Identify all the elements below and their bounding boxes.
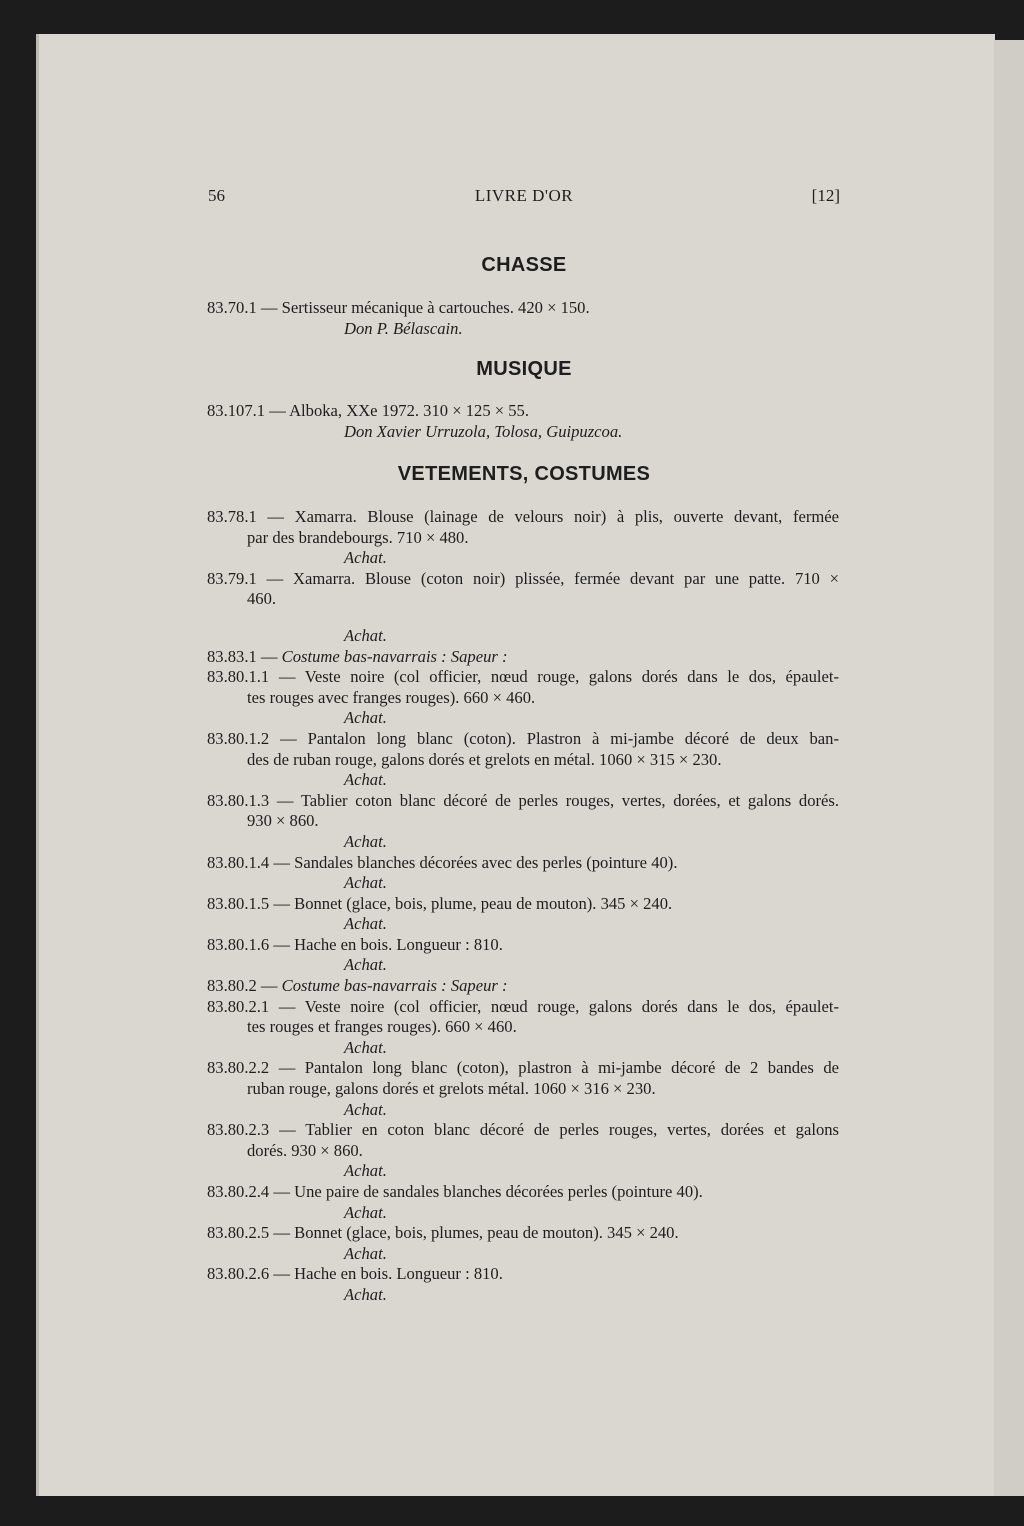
section-heading-chasse: CHASSE bbox=[481, 254, 567, 276]
entry-provenance: Achat. bbox=[344, 770, 387, 790]
entry-first-line: 83.78.1 — Xamarra. Blouse (lainage de velours noir) à plis, ouverte devant, fermée bbox=[207, 507, 839, 526]
entry-number: 83.80.1.2 bbox=[207, 728, 270, 748]
entry-first-line: 83.80.2.3 — Tablier en coton blanc décoré de perles rouges, vertes, dorées et galons bbox=[207, 1120, 840, 1140]
entry-continuation-line: dorés. 930 × 860. bbox=[247, 1140, 363, 1160]
entry-description: Hache en bois. Longueur : 810. bbox=[294, 934, 503, 954]
entry-number: 83.78.1 bbox=[207, 507, 257, 526]
entry-description: Tablier en coton blanc décoré de perles rouges, vertes, dorées et galons bbox=[305, 1120, 840, 1140]
entry-number: 83.79.1 bbox=[207, 568, 257, 588]
entry-first-line: 83.80.2.1 — Veste noire (col officier, nœud rouge, galons dorés dans le dos, épaulet- bbox=[207, 996, 839, 1016]
entry-number: 83.107.1 bbox=[207, 401, 266, 420]
entry-first-line: 83.80.1.5 — Bonnet (glace, bois, plume, peau de mouton). 345 × 240. bbox=[207, 893, 673, 913]
entry-provenance: Achat. bbox=[344, 1037, 387, 1057]
entry-description: Sertisseur mécanique à cartouches. 420 × 150. bbox=[281, 298, 590, 317]
entry-description: Costume bas-navarrais : Sapeur : bbox=[281, 976, 508, 996]
entry-description: Alboka, XXe 1972. 310 × 125 × 55. bbox=[289, 401, 530, 420]
catalog-entry bbox=[207, 997, 839, 1059]
entry-description: Tablier coton blanc décoré de perles rouges, vertes, dorées, et galons dorés. bbox=[300, 790, 839, 810]
section-chasse bbox=[207, 298, 839, 339]
section-heading-vetements: VETEMENTS, COSTUMES bbox=[397, 463, 651, 485]
entry-number: 83.80.2.5 bbox=[207, 1223, 270, 1243]
entry-first-line: 83.79.1 — Xamarra. Blouse (coton noir) plissée, fermée devant par une patte. 710 × bbox=[207, 568, 840, 588]
catalog-entry bbox=[207, 401, 839, 442]
entry-provenance: Achat. bbox=[344, 1202, 387, 1222]
entry-first-line: 83.80.2 — Costume bas-navarrais : Sapeur : bbox=[207, 976, 508, 996]
entry-provenance: Achat. bbox=[344, 831, 387, 851]
entry-provenance: Achat. bbox=[344, 1284, 387, 1304]
catalog-entry bbox=[207, 1120, 839, 1182]
entry-first-line: 83.80.1.2 — Pantalon long blanc (coton). Plastron à mi-jambe décoré de deux ban- bbox=[207, 728, 839, 748]
entry-continuation-line: 930 × 860. bbox=[247, 811, 319, 831]
catalog-entry bbox=[207, 647, 839, 668]
entry-first-line: 83.80.1.4 — Sandales blanches décorées avec des perles (pointure 40). bbox=[207, 852, 678, 872]
entry-continuation-line: ruban rouge, galons dorés et grelots métal. 1060 × 316 × 230. bbox=[247, 1079, 656, 1099]
entry-provenance: Achat. bbox=[344, 625, 387, 645]
entry-number: 83.80.2.4 bbox=[207, 1182, 270, 1201]
adjacent-page-edge bbox=[994, 40, 1024, 1496]
entry-description: Hache en bois. Longueur : 810. bbox=[294, 1264, 503, 1284]
entry-provenance: Achat. bbox=[344, 1161, 387, 1181]
catalog-entry bbox=[207, 1264, 839, 1305]
entry-description: Bonnet (glace, bois, plumes, peau de mouton). 345 × 240. bbox=[294, 1223, 679, 1243]
entry-number: 83.80.1.3 bbox=[207, 790, 270, 810]
entry-continuation-line: tes rouges et franges rouges). 660 × 460. bbox=[247, 1017, 517, 1037]
entry-number: 83.80.1.6 bbox=[207, 934, 270, 954]
entry-continuation-line: tes rouges avec franges rouges). 660 × 460. bbox=[247, 687, 536, 707]
entry-continuation-line: par des brandebourgs. 710 × 480. bbox=[247, 527, 469, 547]
entry-description: Costume bas-navarrais : Sapeur : bbox=[281, 646, 508, 666]
page-number: 56 bbox=[208, 186, 225, 205]
entry-number: 83.80.2.6 bbox=[207, 1264, 270, 1284]
entry-number: 83.80.2.1 bbox=[207, 996, 270, 1016]
entry-description: Veste noire (col officier, nœud rouge, galons dorés dans le dos, épaulet- bbox=[304, 996, 839, 1016]
entry-provenance: Achat. bbox=[344, 955, 387, 975]
catalog-entry bbox=[207, 1223, 839, 1264]
entry-description: Bonnet (glace, bois, plume, peau de mouton). 345 × 240. bbox=[294, 893, 673, 913]
entry-description: Une paire de sandales blanches décorées perles (pointure 40). bbox=[294, 1182, 703, 1201]
entry-first-line: 83.70.1 — Sertisseur mécanique à cartouches. 420 × 150. bbox=[207, 298, 590, 317]
catalog-entry bbox=[207, 935, 839, 976]
entry-first-line: 83.80.2.6 — Hache en bois. Longueur : 810. bbox=[207, 1264, 503, 1284]
catalog-entry bbox=[207, 1058, 839, 1120]
entry-number: 83.70.1 bbox=[207, 298, 257, 317]
entry-number: 83.80.2.2 bbox=[207, 1058, 270, 1078]
entry-first-line: 83.80.2.4 — Une paire de sandales blanches décorées perles (pointure 40). bbox=[207, 1182, 703, 1201]
catalog-entry bbox=[207, 976, 839, 997]
entry-number: 83.80.1.5 bbox=[207, 893, 270, 913]
entry-description: Veste noire (col officier, nœud rouge, galons dorés dans le dos, épaulet- bbox=[304, 667, 839, 687]
section-musique bbox=[207, 401, 839, 442]
entry-description: Pantalon long blanc (coton), plastron à mi-jambe décoré de 2 bandes de bbox=[304, 1058, 840, 1078]
bracket-number: [12] bbox=[811, 186, 840, 205]
entry-provenance: Achat. bbox=[344, 914, 387, 934]
entry-first-line: 83.80.2.5 — Bonnet (glace, bois, plumes, peau de mouton). 345 × 240. bbox=[207, 1223, 679, 1243]
catalog-entry bbox=[207, 853, 839, 894]
entry-provenance: Achat. bbox=[344, 708, 387, 728]
entry-continuation-line: des de ruban rouge, galons dorés et grelots en métal. 1060 × 315 × 230. bbox=[247, 749, 722, 769]
catalog-entry bbox=[207, 507, 839, 569]
entry-first-line: 83.83.1 — Costume bas-navarrais : Sapeur : bbox=[207, 646, 508, 666]
entry-provenance: Achat. bbox=[344, 873, 387, 893]
entry-first-line: 83.80.1.3 — Tablier coton blanc décoré de perles rouges, vertes, dorées, et galons dorés. bbox=[207, 790, 839, 810]
entry-description: Pantalon long blanc (coton). Plastron à mi-jambe décoré de deux ban- bbox=[307, 728, 839, 748]
entry-provenance: Don P. Bélascain. bbox=[344, 318, 463, 338]
entry-description: Xamarra. Blouse (lainage de velours noir) à plis, ouverte devant, fermée bbox=[294, 507, 839, 526]
catalog-entry bbox=[207, 729, 839, 791]
entry-number: 83.83.1 bbox=[207, 646, 257, 666]
entry-description: Xamarra. Blouse (coton noir) plissée, fermée devant par une patte. 710 × bbox=[292, 568, 840, 588]
section-vetements bbox=[207, 507, 839, 1306]
running-header bbox=[208, 186, 840, 210]
entry-first-line: 83.80.1.1 — Veste noire (col officier, nœud rouge, galons dorés dans le dos, épaulet- bbox=[207, 667, 839, 687]
entry-provenance: Achat. bbox=[344, 1099, 387, 1119]
section-heading-musique: MUSIQUE bbox=[476, 358, 572, 380]
entry-number: 83.80.2.3 bbox=[207, 1120, 270, 1140]
entry-provenance: Achat. bbox=[344, 548, 387, 568]
entry-first-line: 83.107.1 — Alboka, XXe 1972. 310 × 125 × 55. bbox=[207, 401, 530, 420]
catalog-entry bbox=[207, 894, 839, 935]
catalog-entry bbox=[207, 298, 839, 339]
entry-continuation-line: 460. bbox=[247, 589, 277, 609]
entry-number: 83.80.1.1 bbox=[207, 667, 270, 687]
entry-description: Sandales blanches décorées avec des perles (pointure 40). bbox=[294, 852, 678, 872]
catalog-entry bbox=[207, 791, 839, 853]
running-title: LIVRE D'OR bbox=[474, 186, 574, 205]
catalog-entry bbox=[207, 667, 839, 729]
entry-first-line: 83.80.1.6 — Hache en bois. Longueur : 810. bbox=[207, 934, 503, 954]
catalog-entry bbox=[207, 1182, 839, 1223]
entry-number: 83.80.2 bbox=[207, 976, 257, 996]
entry-number: 83.80.1.4 bbox=[207, 852, 270, 872]
entry-first-line: 83.80.2.2 — Pantalon long blanc (coton), plastron à mi-jambe décoré de 2 bandes de bbox=[207, 1058, 840, 1078]
catalog-entry bbox=[207, 569, 839, 647]
entry-provenance: Achat. bbox=[344, 1243, 387, 1263]
entry-provenance: Don Xavier Urruzola, Tolosa, Guipuzcoa. bbox=[344, 421, 623, 441]
